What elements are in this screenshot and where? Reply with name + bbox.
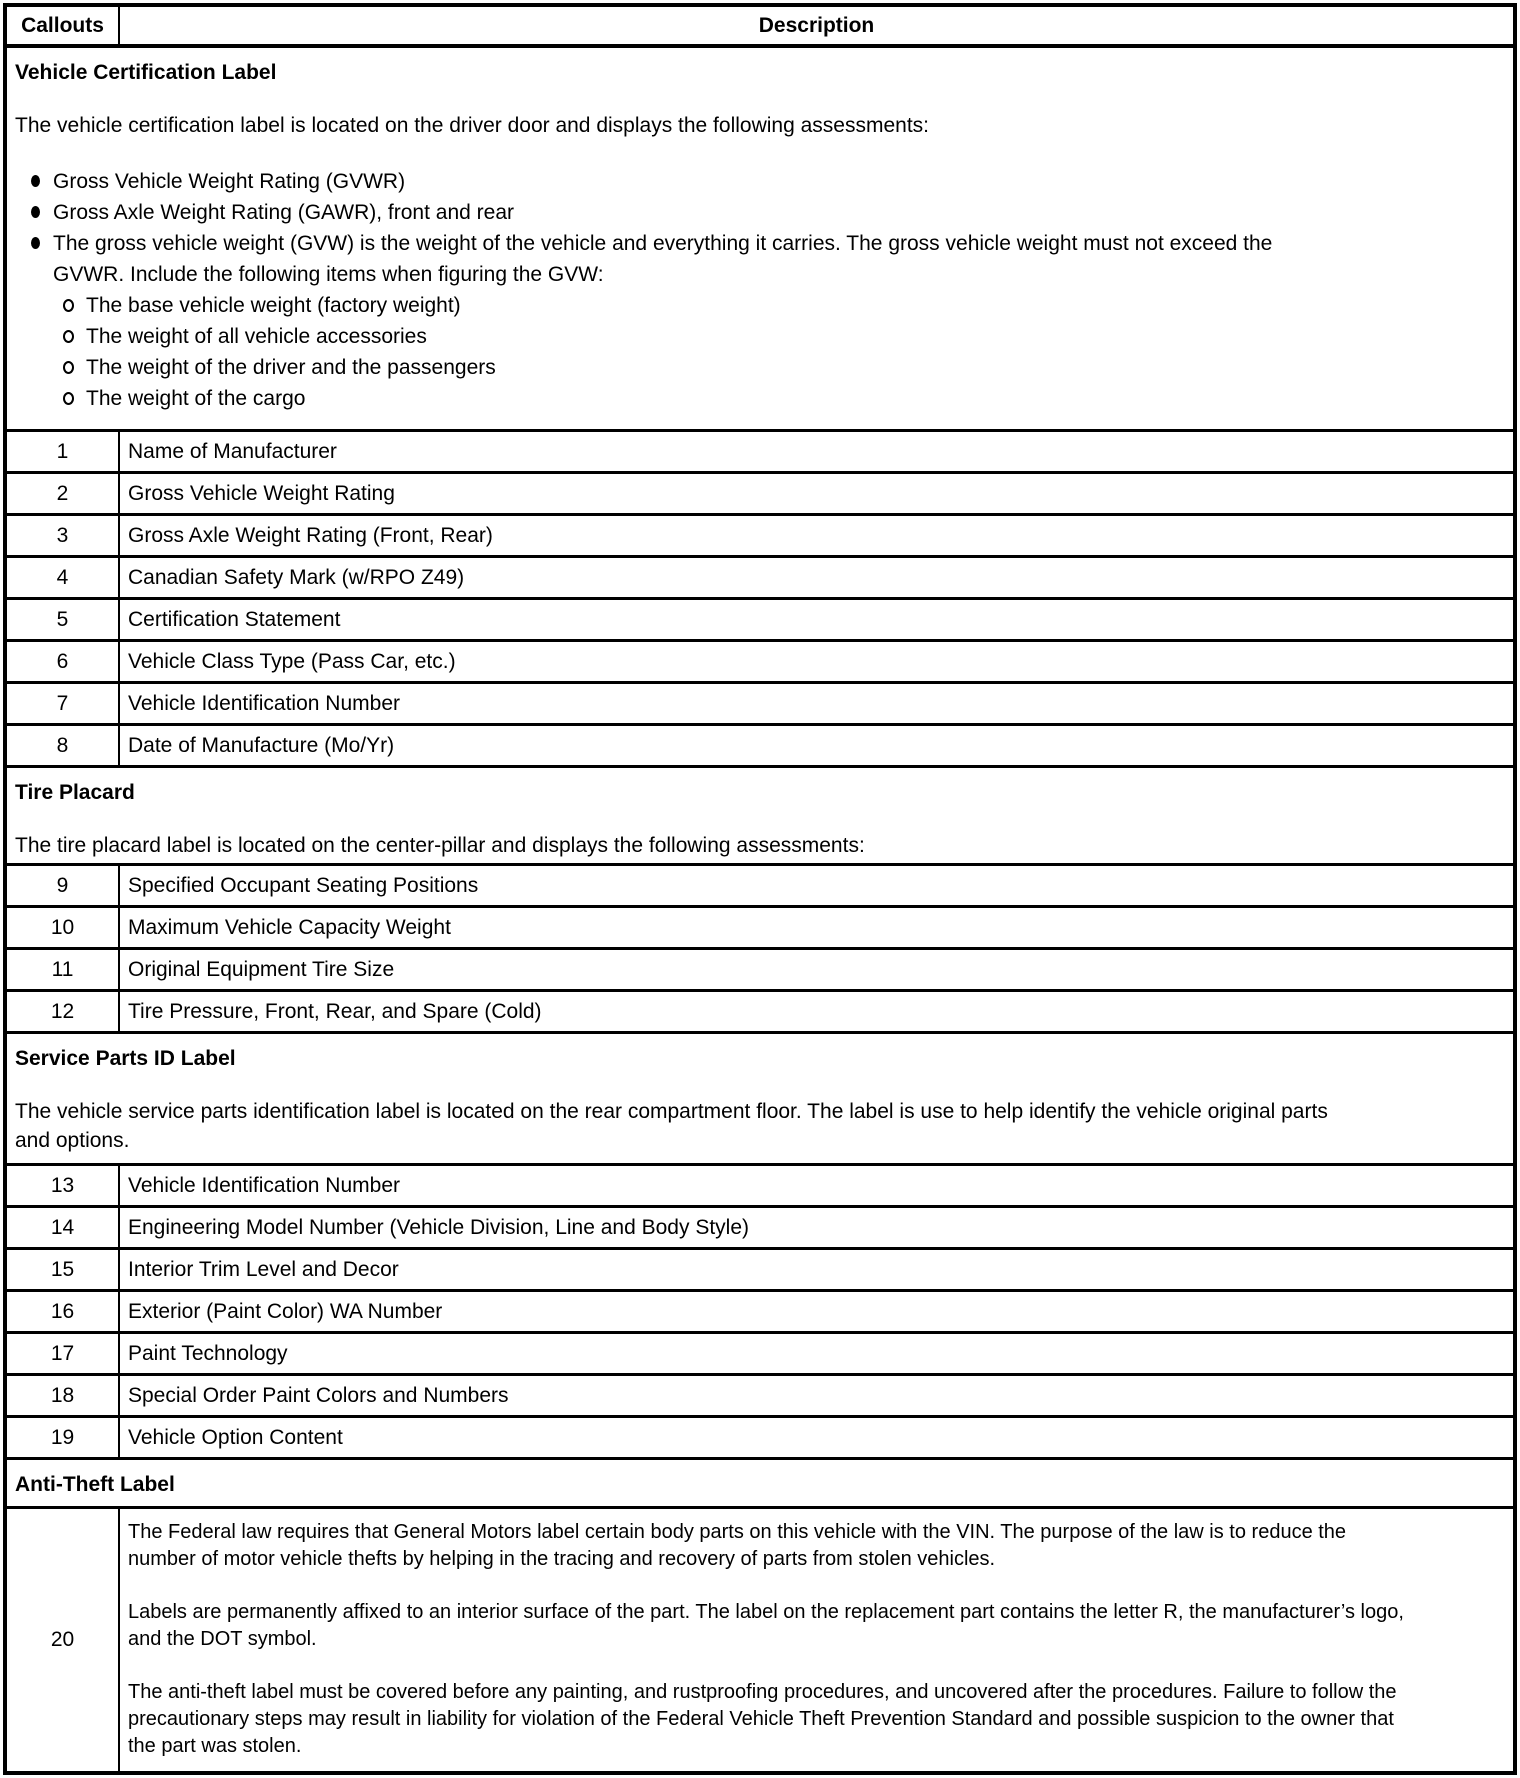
table-row <box>7 866 1513 908</box>
table-row <box>7 432 1513 474</box>
callouts-description-table <box>3 3 1517 1775</box>
sub-bullet-text: The base vehicle weight (factory weight) <box>86 294 461 317</box>
table-row <box>7 684 1513 726</box>
table-row <box>7 642 1513 684</box>
sub-bullet-text: The weight of all vehicle accessories <box>86 325 427 348</box>
description-column-header: Description <box>118 7 1513 44</box>
callout-number: 6 <box>56 649 69 673</box>
callout-description: Tire Pressure, Front, Rear, and Spare (Cold) <box>118 992 1513 1031</box>
callout-number: 15 <box>50 1257 75 1281</box>
callout-number: 1 <box>56 439 69 463</box>
callout-number: 16 <box>50 1299 75 1323</box>
callout-number: 17 <box>50 1341 75 1365</box>
callout-number: 12 <box>50 999 75 1023</box>
sub-bullet-circle-icon <box>63 361 74 374</box>
callout-description: Gross Vehicle Weight Rating <box>118 474 1513 513</box>
section-intro: The vehicle certification label is located on the driver door and displays the following assessments: <box>15 114 929 137</box>
section-title: Service Parts ID Label <box>15 1047 236 1070</box>
table-row <box>7 726 1513 768</box>
callout-number: 3 <box>56 523 69 547</box>
table-row <box>7 950 1513 992</box>
callout-number: 2 <box>56 481 69 505</box>
callout-number: 4 <box>56 565 69 589</box>
callout-description: Vehicle Option Content <box>118 1418 1513 1457</box>
sub-bullet-item <box>15 321 1505 352</box>
sub-bullet-text: The weight of the cargo <box>86 387 306 410</box>
bullet-text: Gross Axle Weight Rating (GAWR), front and rear <box>53 201 514 224</box>
callout-description: Interior Trim Level and Decor <box>118 1250 1513 1289</box>
anti-theft-paragraph: The anti-theft label must be covered before any painting, and rustproofing procedures, and uncovered after the procedures. Failure to follow the precautionary steps may result in liability for violation of the Federal Vehicle Theft Prevention Standard and possible suspicion to the owner that the part was stolen. <box>128 1681 1397 1757</box>
callout-description <box>118 1509 1513 1771</box>
table-row <box>7 1292 1513 1334</box>
callout-description: Maximum Vehicle Capacity Weight <box>118 908 1513 947</box>
anti-theft-paragraph: The Federal law requires that General Motors label certain body parts on this vehicle with the VIN. The purpose of the law is to reduce the number of motor vehicle thefts by helping in the tracing and recovery of parts from stolen vehicles. <box>128 1521 1347 1570</box>
bullet-dot-icon <box>31 237 40 249</box>
callout-number: 5 <box>56 607 69 631</box>
callout-description: Specified Occupant Seating Positions <box>118 866 1513 905</box>
section-service-parts-id-label <box>7 1034 1513 1166</box>
section-title: Anti-Theft Label <box>15 1473 175 1496</box>
callout-description: Vehicle Class Type (Pass Car, etc.) <box>118 642 1513 681</box>
callout-number: 14 <box>50 1215 75 1239</box>
callout-description: Original Equipment Tire Size <box>118 950 1513 989</box>
table-row <box>7 474 1513 516</box>
table-row <box>7 1509 1513 1771</box>
sub-bullet-item <box>15 352 1505 383</box>
callout-description: Paint Technology <box>118 1334 1513 1373</box>
bullet-text: Gross Vehicle Weight Rating (GVWR) <box>53 170 406 193</box>
table-row <box>7 1376 1513 1418</box>
sub-bullet-circle-icon <box>63 392 74 405</box>
sub-bullet-text: The weight of the driver and the passengers <box>86 356 496 379</box>
table-row <box>7 600 1513 642</box>
bullet-item <box>15 228 1505 290</box>
section-intro: The tire placard label is located on the center-pillar and displays the following assessments: <box>15 834 865 857</box>
callout-description: Gross Axle Weight Rating (Front, Rear) <box>118 516 1513 555</box>
bullet-list <box>15 166 1505 414</box>
sub-bullet-item <box>15 383 1505 414</box>
bullet-dot-icon <box>31 175 40 187</box>
section-intro: The vehicle service parts identification label is located on the rear compartment floor. The label is use to help identify the vehicle original parts and options. <box>15 1100 1328 1152</box>
bullet-item <box>15 197 1505 228</box>
bullet-dot-icon <box>31 206 40 218</box>
table-row <box>7 1334 1513 1376</box>
callout-description: Canadian Safety Mark (w/RPO Z49) <box>118 558 1513 597</box>
table-row <box>7 558 1513 600</box>
callout-number: 18 <box>50 1383 75 1407</box>
callout-number: 13 <box>50 1173 75 1197</box>
section-tire-placard <box>7 768 1513 866</box>
sub-bullet-circle-icon <box>63 330 74 343</box>
table-row <box>7 1166 1513 1208</box>
sub-bullet-item <box>15 290 1505 321</box>
bullet-item <box>15 166 1505 197</box>
callout-number: 11 <box>51 957 74 981</box>
table-row <box>7 908 1513 950</box>
callout-description: Engineering Model Number (Vehicle Division, Line and Body Style) <box>118 1208 1513 1247</box>
anti-theft-paragraph: Labels are permanently affixed to an interior surface of the part. The label on the replacement part contains the letter R, the manufacturer’s logo, and the DOT symbol. <box>128 1601 1404 1650</box>
section-vehicle-certification-label <box>7 48 1513 432</box>
callout-number: 20 <box>50 1628 75 1651</box>
callout-number: 8 <box>56 733 69 757</box>
header-row <box>7 7 1513 48</box>
callout-number: 7 <box>56 691 69 715</box>
table-row <box>7 1208 1513 1250</box>
callout-description: Vehicle Identification Number <box>118 1166 1513 1205</box>
callout-description: Vehicle Identification Number <box>118 684 1513 723</box>
callout-description: Certification Statement <box>118 600 1513 639</box>
callout-description: Exterior (Paint Color) WA Number <box>118 1292 1513 1331</box>
table-row <box>7 992 1513 1034</box>
bullet-text: The gross vehicle weight (GVW) is the weight of the vehicle and everything it carries. The gross vehicle weight must not exceed the GVWR. Include the following items when figuring the GVW: <box>53 232 1273 286</box>
callout-description: Name of Manufacturer <box>118 432 1513 471</box>
callout-description: Date of Manufacture (Mo/Yr) <box>118 726 1513 765</box>
section-title: Vehicle Certification Label <box>15 61 277 84</box>
section-anti-theft-label <box>7 1460 1513 1509</box>
callout-number: 10 <box>50 915 75 939</box>
section-title: Tire Placard <box>15 781 135 804</box>
table-row <box>7 516 1513 558</box>
sub-bullet-circle-icon <box>63 299 74 312</box>
callouts-column-header: Callouts <box>21 13 104 37</box>
callout-number: 19 <box>50 1425 75 1449</box>
callout-number: 9 <box>56 873 69 897</box>
table-row <box>7 1250 1513 1292</box>
callout-description: Special Order Paint Colors and Numbers <box>118 1376 1513 1415</box>
table-row <box>7 1418 1513 1460</box>
